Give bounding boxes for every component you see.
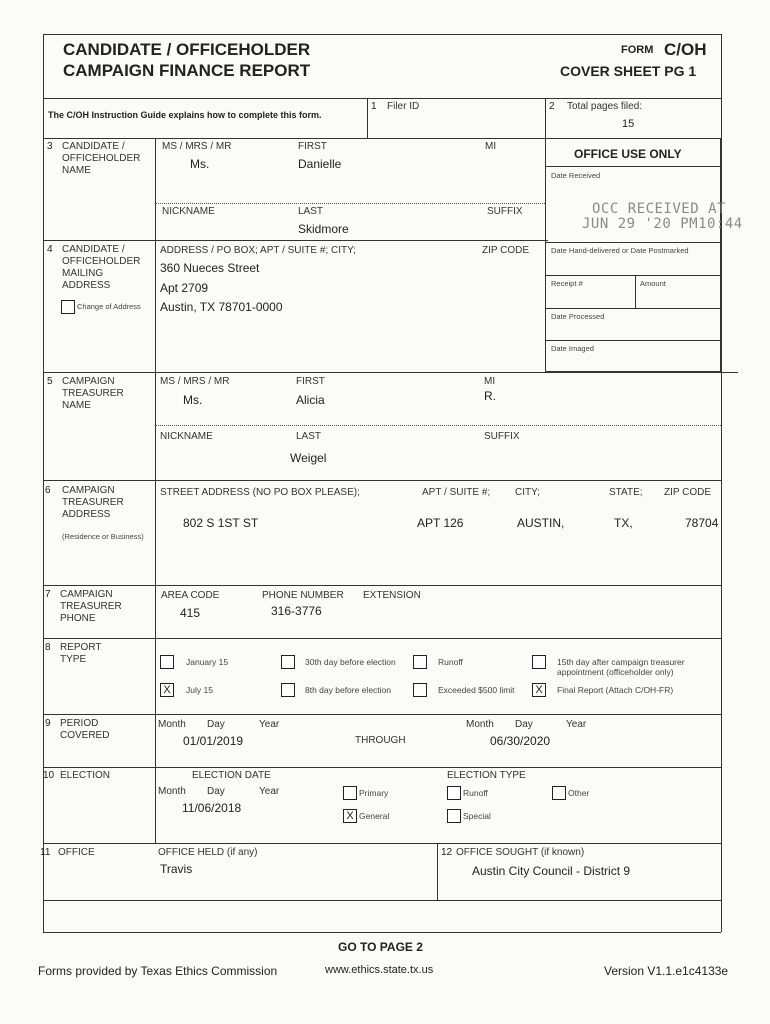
- dotted-5: [156, 425, 721, 426]
- received-stamp-line1: OCC RECEIVED AT: [592, 201, 726, 217]
- treasurer-mi[interactable]: R.: [484, 389, 496, 403]
- sec9-from-month: Month: [158, 719, 186, 730]
- sec10-year: Year: [259, 786, 280, 797]
- office-use-title: OFFICE USE ONLY: [574, 147, 682, 161]
- sec9-from-year: Year: [259, 719, 280, 730]
- general-checkbox[interactable]: X: [343, 809, 357, 823]
- sec12-num: 12: [441, 847, 453, 858]
- sec4-h-addr: ADDRESS / PO BOX; APT / SUITE #; CITY;: [160, 245, 356, 256]
- office-rule-5: [545, 340, 721, 341]
- candidate-first[interactable]: Danielle: [298, 157, 342, 171]
- rule-header: [43, 98, 721, 99]
- sec6-h-zip: ZIP CODE: [664, 487, 712, 498]
- office-sought[interactable]: Austin City Council - District 9: [472, 864, 631, 878]
- period-to[interactable]: 06/30/2020: [490, 734, 551, 748]
- footer-version: Version V1.1.e1c4133e: [604, 964, 729, 978]
- date-received-label: Date Received: [551, 171, 601, 180]
- instruction-text: The C/OH Instruction Guide explains how to complete this form.: [48, 110, 322, 120]
- treasurer-zip[interactable]: 78704: [685, 516, 719, 530]
- jan15-checkbox[interactable]: [160, 655, 174, 669]
- rule-12: [43, 900, 721, 901]
- mailing-line2[interactable]: Apt 2709: [160, 281, 209, 295]
- sec7-h-phone: PHONE NUMBER: [262, 590, 344, 601]
- special-checkbox[interactable]: [447, 809, 461, 823]
- sec6-h-apt: APT / SUITE #;: [422, 487, 491, 498]
- rule-7: [43, 585, 721, 586]
- general-label: General: [359, 811, 390, 821]
- sec6-h-state: STATE;: [609, 487, 643, 498]
- sec11-num: 11: [40, 847, 51, 858]
- election-runoff-checkbox[interactable]: [447, 786, 461, 800]
- 30th-day-checkbox[interactable]: [281, 655, 295, 669]
- rule-11: [43, 843, 721, 844]
- sec5-h-nick: NICKNAME: [160, 431, 213, 442]
- rule-12-left: [437, 843, 438, 900]
- sec5-h-title: MS / MRS / MR: [160, 376, 230, 387]
- 15th-day-checkbox[interactable]: [532, 655, 546, 669]
- goto-page-2: GO TO PAGE 2: [338, 940, 423, 954]
- sec9-label: PERIOD COVERED: [60, 718, 110, 741]
- sec8-num: 8: [45, 642, 51, 653]
- final-report-label: Final Report (Attach C/OH-FR): [557, 685, 674, 695]
- treasurer-title[interactable]: Ms.: [183, 393, 203, 407]
- sec10-h-date: ELECTION DATE: [192, 770, 271, 781]
- amount-label: Amount: [640, 279, 666, 288]
- runoff-report-label: Runoff: [438, 657, 463, 667]
- sec5-h-last: LAST: [296, 431, 322, 442]
- date-hand-label: Date Hand-delivered or Date Postmarked: [551, 246, 689, 255]
- exceeded-checkbox[interactable]: [413, 683, 427, 697]
- title-line2: CAMPAIGN FINANCE REPORT: [63, 61, 311, 80]
- treasurer-apt[interactable]: APT 126: [417, 516, 464, 530]
- cover-sheet: COVER SHEET PG 1: [560, 63, 697, 79]
- sec5-h-mi: MI: [484, 376, 496, 387]
- 15th-day-label: 15th day after campaign treasurer appointment (officeholder only): [557, 657, 685, 677]
- jan15-label: January 15: [186, 657, 229, 667]
- total-pages-label: Total pages filed:: [567, 101, 643, 112]
- footer-left: Forms provided by Texas Ethics Commission: [38, 964, 278, 978]
- sec3-h-title: MS / MRS / MR: [162, 141, 232, 152]
- rule-6: [43, 480, 721, 481]
- sec5-num: 5: [47, 376, 53, 387]
- sec3-h-last: LAST: [298, 206, 324, 217]
- 8th-day-checkbox[interactable]: [281, 683, 295, 697]
- sec7-label: CAMPAIGN TREASURER PHONE: [60, 589, 122, 624]
- final-report-checkbox[interactable]: X: [532, 683, 546, 697]
- sec5-h-suffix: SUFFIX: [484, 431, 520, 442]
- primary-label: Primary: [359, 788, 389, 798]
- mailing-line1[interactable]: 360 Nueces Street: [160, 261, 260, 275]
- rule-4: [43, 240, 548, 241]
- other-checkbox[interactable]: [552, 786, 566, 800]
- rule-10: [43, 767, 721, 768]
- jul15-checkbox[interactable]: X: [160, 683, 174, 697]
- sec9-num: 9: [45, 718, 51, 729]
- filer-id-label: Filer ID: [387, 101, 420, 112]
- sec3-h-suffix: SUFFIX: [487, 206, 523, 217]
- election-date[interactable]: 11/06/2018: [182, 801, 242, 815]
- candidate-title[interactable]: Ms.: [190, 157, 210, 171]
- office-rule-1: [545, 166, 721, 167]
- sec9-to-month: Month: [466, 719, 494, 730]
- jul15-label: July 15: [186, 685, 213, 695]
- sec3-num: 3: [47, 141, 53, 152]
- sec5-h-first: FIRST: [296, 376, 325, 387]
- office-rule-3: [545, 275, 721, 276]
- office-rule-2: [545, 242, 721, 243]
- frame-top: [43, 34, 721, 35]
- received-stamp-line2: JUN 29 '20 PM10:44: [582, 216, 743, 232]
- filer-id-num: 1: [371, 101, 377, 112]
- office-rule-receipt: [635, 275, 636, 308]
- sec10-day: Day: [207, 786, 225, 797]
- sec12-h-sought: OFFICE SOUGHT (if known): [456, 847, 585, 858]
- treasurer-state[interactable]: TX,: [614, 516, 633, 530]
- total-pages-num: 2: [549, 101, 555, 112]
- sec3-h-first: FIRST: [298, 141, 327, 152]
- sec10-month: Month: [158, 786, 186, 797]
- exceeded-label: Exceeded $500 limit: [438, 685, 515, 695]
- date-processed-label: Date Processed: [551, 312, 605, 321]
- 30th-day-label: 30th day before election: [305, 657, 396, 667]
- footer-url[interactable]: www.ethics.state.tx.us: [325, 964, 434, 976]
- through-label: THROUGH: [355, 735, 406, 746]
- frame-right: [721, 34, 722, 932]
- runoff-report-checkbox[interactable]: [413, 655, 427, 669]
- form-code: C/OH: [664, 40, 707, 59]
- sec3-h-nick: NICKNAME: [162, 206, 215, 217]
- mailing-line3[interactable]: Austin, TX 78701-0000: [160, 300, 283, 314]
- office-rule-4: [545, 308, 721, 309]
- label-column-rule: [155, 138, 156, 843]
- frame-left: [43, 34, 44, 932]
- date-imaged-label: Date Imaged: [551, 344, 594, 353]
- sec9-to-day: Day: [515, 719, 533, 730]
- sec6-num: 6: [45, 485, 51, 496]
- change-of-address-label: Change of Address: [77, 302, 141, 311]
- sec11-h-held: OFFICE HELD (if any): [158, 847, 258, 858]
- sec4-label: CANDIDATE / OFFICEHOLDER MAILING ADDRESS: [62, 244, 141, 291]
- sec11-label: OFFICE: [58, 847, 95, 858]
- treasurer-city[interactable]: AUSTIN,: [517, 516, 565, 530]
- sec8-label: REPORT TYPE: [60, 642, 102, 665]
- treasurer-last[interactable]: Weigel: [290, 451, 327, 465]
- sec5-label: CAMPAIGN TREASURER NAME: [62, 376, 124, 411]
- sec7-h-ext: EXTENSION: [363, 590, 421, 601]
- sec7-h-area: AREA CODE: [161, 590, 220, 601]
- sec6-label: CAMPAIGN TREASURER ADDRESS: [62, 485, 124, 520]
- period-from[interactable]: 01/01/2019: [183, 734, 244, 748]
- sec7-num: 7: [45, 589, 51, 600]
- sec9-from-day: Day: [207, 719, 225, 730]
- treasurer-area-code[interactable]: 415: [180, 606, 201, 620]
- sec6-h-street: STREET ADDRESS (NO PO BOX PLEASE);: [160, 487, 360, 498]
- primary-checkbox[interactable]: [343, 786, 357, 800]
- sec3-label: CANDIDATE / OFFICEHOLDER NAME: [62, 141, 141, 176]
- election-runoff-label: Runoff: [463, 788, 488, 798]
- sec10-num: 10: [43, 770, 55, 781]
- sec10-label: ELECTION: [60, 770, 111, 781]
- treasurer-street[interactable]: 802 S 1ST ST: [183, 516, 259, 530]
- rule-8: [43, 638, 721, 639]
- candidate-last[interactable]: Skidmore: [298, 222, 349, 236]
- rule-5: [43, 372, 738, 373]
- dotted-3: [156, 203, 545, 204]
- 8th-day-label: 8th day before election: [305, 685, 392, 695]
- sec4-h-zip: ZIP CODE: [482, 245, 530, 256]
- receipt-label: Receipt #: [551, 279, 583, 288]
- sec3-h-mi: MI: [485, 141, 497, 152]
- treasurer-first[interactable]: Alicia: [296, 393, 325, 407]
- office-held[interactable]: Travis: [160, 862, 193, 876]
- change-of-address-checkbox[interactable]: [61, 300, 75, 314]
- rule-9: [43, 714, 721, 715]
- rule-3: [43, 138, 548, 139]
- sec9-to-year: Year: [566, 719, 587, 730]
- sec10-h-type: ELECTION TYPE: [447, 770, 526, 781]
- other-label: Other: [568, 788, 590, 798]
- sec4-num: 4: [47, 244, 53, 255]
- total-pages-value: 15: [622, 118, 635, 130]
- title-line1: CANDIDATE / OFFICEHOLDER: [63, 40, 311, 59]
- form-word: FORM: [621, 44, 654, 56]
- residence-note: (Residence or Business): [62, 532, 144, 541]
- rule-filer-left: [367, 98, 368, 138]
- treasurer-phone[interactable]: 316-3776: [271, 604, 322, 618]
- special-label: Special: [463, 811, 491, 821]
- sec6-h-city: CITY;: [515, 487, 540, 498]
- frame-bottom: [43, 932, 721, 933]
